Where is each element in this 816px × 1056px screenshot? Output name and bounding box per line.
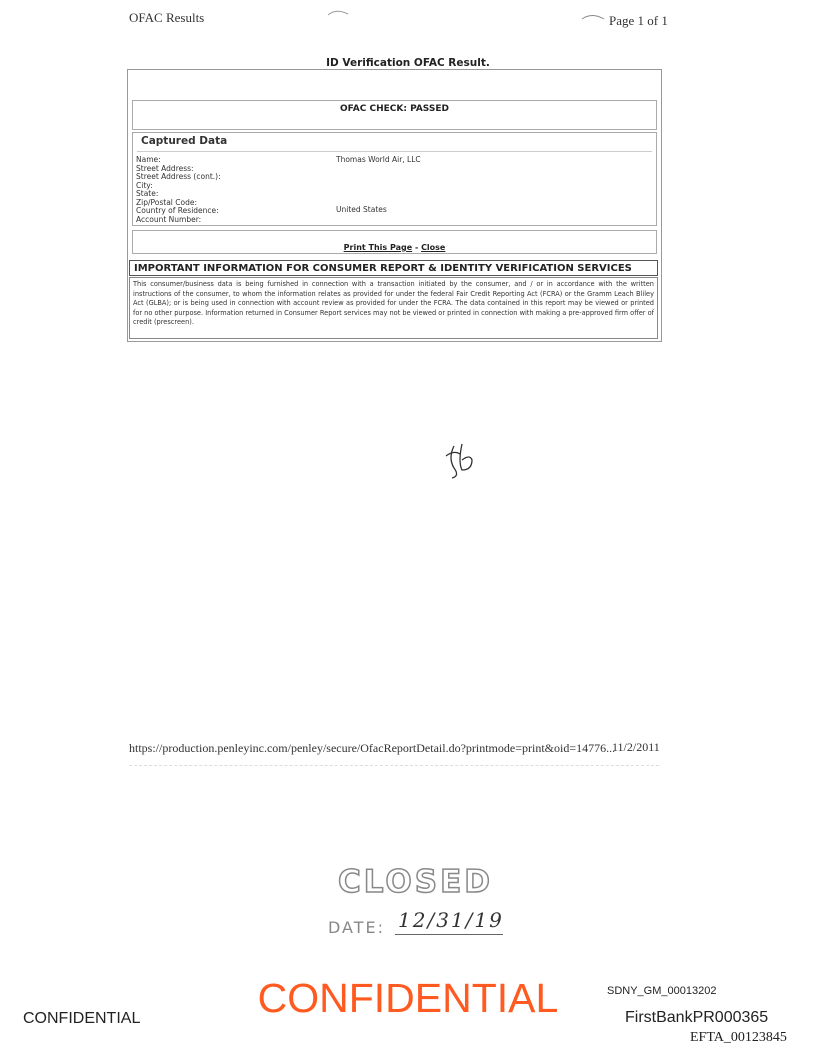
confidential-watermark: CONFIDENTIAL xyxy=(257,975,559,1021)
bates-firstbank: FirstBankPR000365 xyxy=(625,1009,769,1026)
stamp-date-value: 12/31/19 xyxy=(398,908,504,932)
field-label: State: xyxy=(136,189,159,198)
important-heading: IMPORTANT INFORMATION FOR CONSUMER REPORT & IDENTITY VERIFICATION SERVICES xyxy=(129,260,658,276)
print-close-bar xyxy=(132,230,657,254)
field-label: City: xyxy=(136,180,153,190)
field-label: Account Number: xyxy=(136,214,202,224)
handwritten-initials-icon xyxy=(440,440,482,480)
link-separator: - xyxy=(414,243,419,252)
print-date: 11/2/2011 xyxy=(612,740,660,754)
ofac-status: OFAC CHECK: PASSED xyxy=(340,104,449,114)
page-number: Page 1 of 1 xyxy=(609,13,668,28)
captured-data-panel xyxy=(132,132,657,226)
divider xyxy=(129,765,659,766)
field-label: Name: xyxy=(136,155,161,164)
disclaimer-text: This consumer/business data is being furnished in connection with a transaction initiated by the consumer, and / or in accordance with the written instructions of the consumer, to whom the information relates as provided for under the federal Fair Credit Reporting Act (FCRA) or the Gramm Leach Bliley Act (GLBA); or is being used in connection with account review as provided for under the FCRA. The data contained in this report may be viewed or printed for no other purpose. Information returned in Consumer Report services may not be viewed or printed in connection with making a pre-approved firm offer of credit (prescreen). xyxy=(129,277,658,339)
field-label: Street Address: xyxy=(136,163,194,173)
field-label: Street Address (cont.): xyxy=(136,172,221,181)
field-label: Zip/Postal Code: xyxy=(136,197,197,207)
close-link[interactable]: Close xyxy=(421,243,446,252)
print-page-link[interactable]: Print This Page xyxy=(343,243,413,252)
scan-mark-icon xyxy=(326,6,352,18)
page-header-left: OFAC Results xyxy=(129,10,205,25)
divider xyxy=(137,151,652,152)
bates-efta: EFTA_00123845 xyxy=(690,1030,787,1045)
source-url: https://production.penleyinc.com/penley/secure/OfacReportDetail.do?printmode=print&oid=14776... xyxy=(129,741,616,755)
ofac-status-box xyxy=(132,100,657,130)
report-title: ID Verification OFAC Result. xyxy=(326,57,490,69)
scan-mark-icon xyxy=(580,10,606,22)
field-value: Thomas World Air, LLC xyxy=(336,155,421,164)
field-label: Country of Residence: xyxy=(136,206,219,215)
divider xyxy=(395,934,503,935)
bates-sdny: SDNY_GM_00013202 xyxy=(607,985,717,997)
closed-stamp: CLOSED xyxy=(338,864,493,900)
captured-data-title: Captured Data xyxy=(141,135,228,147)
field-value: United States xyxy=(336,204,387,214)
stamp-date-label: DATE: xyxy=(328,918,386,937)
confidential-label-small: CONFIDENTIAL xyxy=(23,1010,141,1027)
